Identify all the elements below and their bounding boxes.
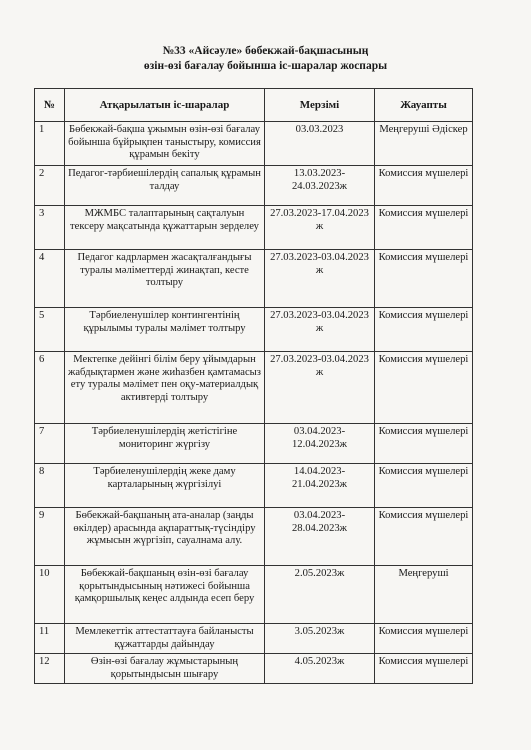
row-responsible: Комиссия мүшелері [375,206,473,250]
row-deadline: 03.03.2023 [265,122,375,166]
row-activity: Педагог-тәрбиешілердің сапалық құрамын талдау [65,166,265,206]
row-number: 5 [35,308,65,352]
title-line-2: өзін-өзі бағалау бойынша іс-шаралар жоспары [143,60,388,72]
row-responsible: Комиссия мүшелері [375,624,473,654]
row-number: 2 [35,166,65,206]
row-deadline: 27.03.2023-03.04.2023 ж [265,308,375,352]
table-row [35,464,473,508]
row-responsible: Комиссия мүшелері [375,308,473,352]
row-deadline: 14.04.2023-21.04.2023ж [265,464,375,508]
row-deadline: 03.04.2023-28.04.2023ж [265,508,375,566]
row-number: 8 [35,464,65,508]
row-activity: Бөбекжай-бақшаның ата-аналар (заңды өкілдер) арасында ақпараттық-түсіндіру жұмысын жүргізіп, сауалнама алу. [65,508,265,566]
row-responsible: Комиссия мүшелері [375,508,473,566]
document-title [0,44,531,74]
row-deadline: 13.03.2023-24.03.2023ж [265,166,375,206]
table-row [35,654,473,684]
row-activity: Мемлекеттік аттестаттауға байланысты құжаттарды дайындау [65,624,265,654]
row-number: 12 [35,654,65,684]
table-row [35,352,473,424]
row-deadline: 03.04.2023-12.04.2023ж [265,424,375,464]
row-activity: Бөбекжай-бақша ұжымын өзін-өзі бағалау бойынша бұйрықпен таныстыру, комиссия құрамын бекіту [65,122,265,166]
row-responsible: Комиссия мүшелері [375,250,473,308]
row-responsible: Комиссия мүшелері [375,654,473,684]
row-responsible: Меңгеруші [375,566,473,624]
row-number: 3 [35,206,65,250]
header-deadline: Мерзімі [265,89,375,122]
row-responsible: Комиссия мүшелері [375,424,473,464]
row-deadline: 3.05.2023ж [265,624,375,654]
row-responsible: Комиссия мүшелері [375,464,473,508]
header-activity: Атқарылатын іс-шаралар [65,89,265,122]
row-deadline: 2.05.2023ж [265,566,375,624]
row-activity: Тәрбиеленушілер контингентінің құрылымы туралы мәлімет толтыру [65,308,265,352]
header-number: № [35,89,65,122]
row-number: 11 [35,624,65,654]
table-header-row [35,89,473,122]
row-number: 4 [35,250,65,308]
row-number: 6 [35,352,65,424]
row-deadline: 4.05.2023ж [265,654,375,684]
row-deadline: 27.03.2023-17.04.2023 ж [265,206,375,250]
row-number: 9 [35,508,65,566]
header-responsible: Жауапты [375,89,473,122]
row-number: 7 [35,424,65,464]
row-responsible: Комиссия мүшелері [375,352,473,424]
table-row [35,122,473,166]
table-row [35,624,473,654]
row-number: 1 [35,122,65,166]
row-activity: Тәрбиеленушілердің жеке даму карталарының жүргізілуі [65,464,265,508]
row-activity: Тәрбиеленушілердің жетістігіне мониторинг жүргізу [65,424,265,464]
row-activity: Педагог кадрлармен жасақталғандығы туралы мәліметтерді жинақтап, кесте толтыру [65,250,265,308]
table-row [35,508,473,566]
table-row [35,566,473,624]
table-row [35,308,473,352]
row-activity: Өзін-өзі бағалау жұмыстарының қорытындысын шығару [65,654,265,684]
row-number: 10 [35,566,65,624]
table-row [35,206,473,250]
row-responsible: Меңгеруші Әдіскер [375,122,473,166]
row-activity: Бөбекжай-бақшаның өзін-өзі бағалау қорытындысының нәтижесі бойынша қамқоршылық кеңес алдында есеп беру [65,566,265,624]
row-responsible: Комиссия мүшелері [375,166,473,206]
row-activity: МЖМБС талаптарының сақталуын тексеру мақсатында құжаттарын зерделеу [65,206,265,250]
row-deadline: 27.03.2023-03.04.2023 ж [265,250,375,308]
table-row [35,166,473,206]
row-activity: Мектепке дейінгі білім беру ұйымдарын жабдықтармен және жиһазбен қамтамасыз ету туралы мәлімет пен оқу-материалдық активтерді толтыру [65,352,265,424]
table-row [35,250,473,308]
table-row [35,424,473,464]
activities-table [34,88,473,684]
title-line-1: №33 «Айсәуле» бөбекжай-бақшасының [162,45,369,57]
row-deadline: 27.03.2023-03.04.2023 ж [265,352,375,424]
